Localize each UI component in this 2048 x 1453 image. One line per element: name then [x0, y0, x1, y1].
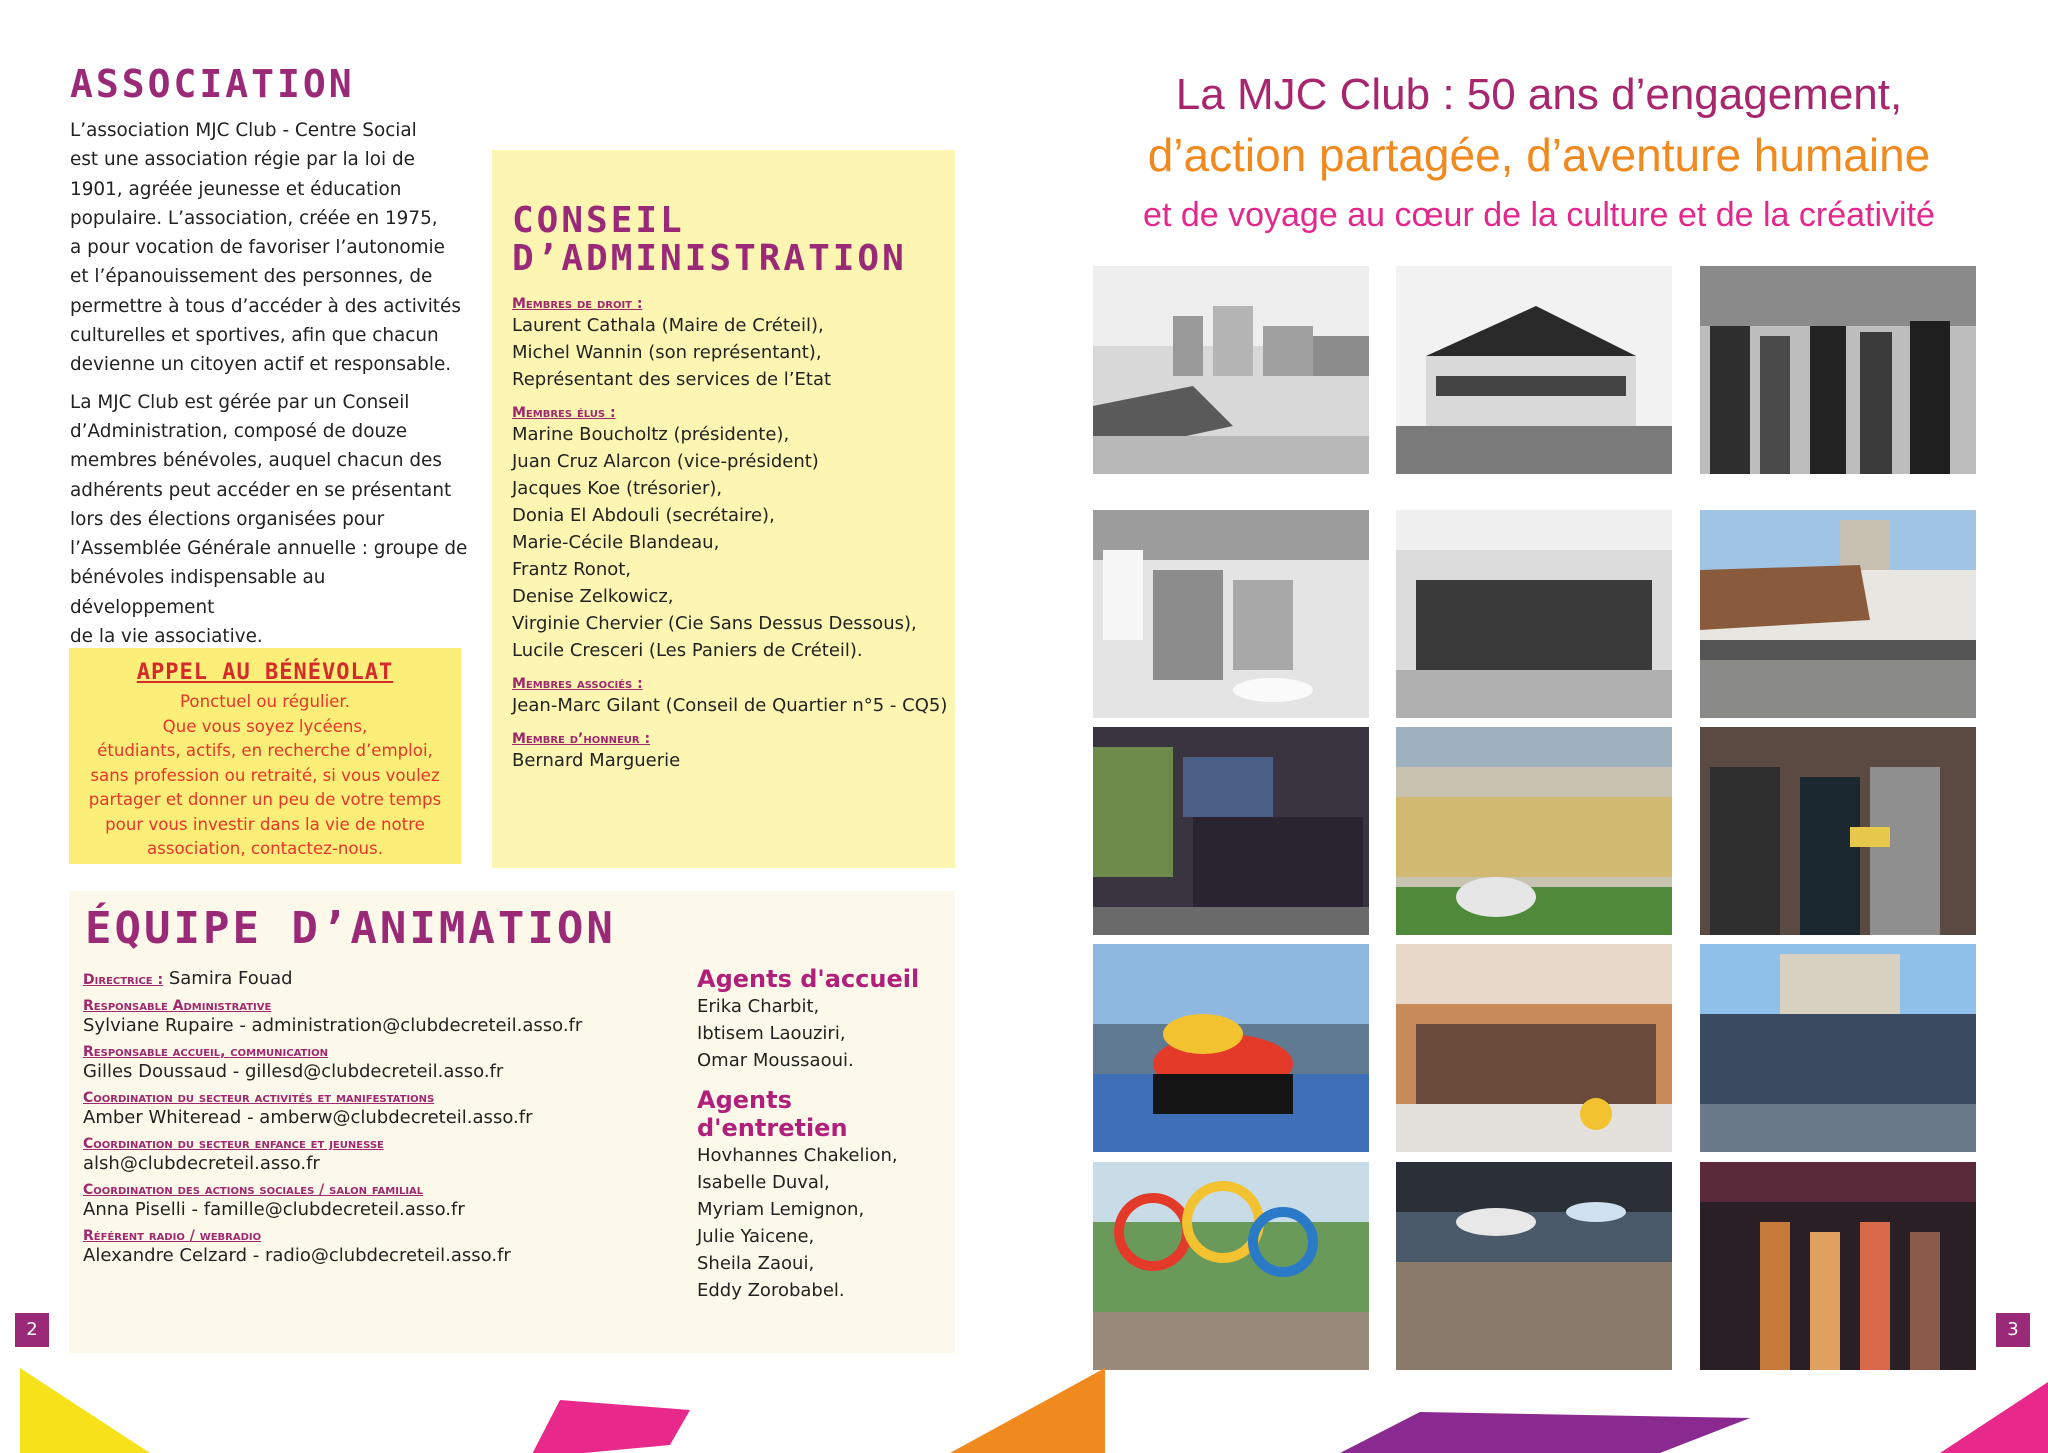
page-number-right: 3 — [1996, 1313, 2030, 1347]
accueil-title: Agents d'accueil — [697, 965, 920, 993]
line: Ponctuel ou régulier. — [180, 692, 350, 711]
entretien-title: Agents d'entretien — [697, 1086, 848, 1142]
elus-list — [512, 421, 952, 664]
photo-gym-hall — [1396, 1162, 1672, 1370]
member: Bernard Marguerie — [512, 750, 681, 771]
photo-crowd-parade — [1396, 727, 1672, 935]
header-line-3: et de voyage au cœur de la culture et de la créativité — [1143, 196, 1935, 234]
agent: Julie Yaicene, — [697, 1226, 815, 1247]
association-title: ASSOCIATION — [70, 62, 355, 106]
header-line-2: d’action partagée, d’aventure humaine — [1147, 129, 1931, 181]
line: populaire. L’association, créée en 1975, — [70, 207, 438, 229]
member: Jacques Koe (trésorier), — [512, 478, 723, 499]
staff-contact: Amber Whiteread - amberw@clubdecreteil.asso.fr — [83, 1107, 533, 1128]
directrice-row — [83, 967, 683, 992]
member: Juan Cruz Alarcon (vice-président) — [512, 451, 819, 472]
staff-contact: Sylviane Rupaire - administration@clubdecreteil.asso.fr — [83, 1015, 583, 1036]
staff-role: Responsable Administrative — [83, 998, 272, 1014]
association-paragraph-1 — [70, 116, 470, 380]
appel-title: APPEL AU BÉNÉVOLAT — [136, 660, 394, 685]
page-number-left: 2 — [15, 1313, 49, 1347]
line: de la vie associative. — [70, 626, 263, 648]
droit-label: Membres de droit : — [512, 296, 643, 312]
staff-item — [83, 1090, 683, 1130]
title-line: CONSEIL — [512, 200, 685, 241]
staff-role: Coordination du secteur enfance et jeunesse — [83, 1136, 384, 1152]
line: partager et donner un peu de votre temps — [88, 790, 442, 809]
staff-item — [83, 1182, 683, 1222]
member: Représentant des services de l’Etat — [512, 369, 832, 390]
association-paragraph-2 — [70, 388, 470, 652]
photo-workshop-room — [1396, 944, 1672, 1152]
member: Jean-Marc Gilant (Conseil de Quartier n°5 - CQ5) — [512, 695, 948, 716]
staff-role: Référent radio / webradio — [83, 1228, 262, 1244]
honneur-label: Membre d’honneur : — [512, 731, 651, 747]
title-line: D’ADMINISTRATION — [512, 238, 907, 279]
member: Frantz Ronot, — [512, 559, 632, 580]
accueil-list — [697, 993, 947, 1074]
line: association, contactez-nous. — [147, 839, 383, 858]
staff-role: Coordination du secteur activités et manifestations — [83, 1090, 435, 1106]
line: devienne un citoyen actif et responsable. — [70, 354, 452, 376]
association-text — [70, 116, 470, 659]
line: lors des élections organisées pour — [70, 508, 385, 530]
entretien-list — [697, 1142, 947, 1304]
staff-role: Responsable accueil, communication — [83, 1044, 328, 1060]
line: sans profession ou retraité, si vous voulez — [90, 765, 440, 785]
appel-text — [79, 690, 451, 862]
member: Laurent Cathala (Maire de Créteil), — [512, 315, 824, 336]
honneur-list — [512, 747, 952, 774]
line: étudiants, actifs, en recherche d’emploi, — [97, 741, 433, 760]
photo-dance-bw — [1396, 510, 1672, 718]
equipe-box — [69, 891, 955, 1353]
line: bénévoles indispensable au développement — [70, 567, 326, 618]
line: l’Assemblée Générale annuelle : groupe de — [70, 538, 468, 560]
photo-construction-bw — [1093, 266, 1369, 474]
staff-item — [83, 1136, 683, 1176]
photo-outdoor-audience — [1700, 944, 1976, 1152]
staff-contact: Alexandre Celzard - radio@clubdecreteil.asso.fr — [83, 1245, 511, 1266]
member: Donia El Abdouli (secrétaire), — [512, 505, 775, 526]
photo-concert — [1700, 1162, 1976, 1370]
staff-item — [83, 1228, 683, 1268]
agent: Hovhannes Chakelion, — [697, 1145, 898, 1166]
agent: Erika Charbit, — [697, 996, 820, 1017]
line: et l’épanouissement des personnes, de — [70, 266, 433, 288]
associes-list — [512, 692, 952, 719]
directrice-label: Directrice : — [83, 972, 164, 988]
member: Virginie Chervier (Cie Sans Dessus Dessous), — [512, 613, 917, 634]
photo-award-presentation — [1700, 727, 1976, 935]
conseil-box — [492, 150, 955, 868]
decorative-shapes — [0, 1340, 2048, 1453]
photo-ceremony-bw — [1700, 266, 1976, 474]
conseil-title — [512, 202, 907, 278]
member: Denise Zelkowicz, — [512, 586, 674, 607]
droit-list — [512, 312, 952, 393]
member: Marie-Cécile Blandeau, — [512, 532, 720, 553]
staff-item — [83, 1044, 683, 1084]
member: Lucile Cresceri (Les Paniers de Créteil). — [512, 640, 863, 661]
member: Marine Boucholtz (présidente), — [512, 424, 790, 445]
photo-building-bw — [1396, 266, 1672, 474]
photo-building-color — [1700, 510, 1976, 718]
agent: Ibtisem Laouziri, — [697, 1023, 846, 1044]
appel-benevolat-box — [69, 648, 461, 864]
agent: Isabelle Duval, — [697, 1172, 830, 1193]
photo-balloon-parade — [1093, 1162, 1369, 1370]
line: d’Administration, composé de douze — [70, 420, 408, 442]
staff-contact: Gilles Doussaud - gillesd@clubdecreteil.asso.fr — [83, 1061, 504, 1082]
equipe-title: ÉQUIPE D’ANIMATION — [85, 903, 616, 954]
line: L’association MJC Club - Centre Social — [70, 120, 417, 141]
line: adhérents peut accéder en se présentant — [70, 479, 452, 501]
agent: Sheila Zaoui, — [697, 1253, 815, 1274]
line: a pour vocation de favoriser l’autonomie — [70, 237, 445, 259]
line: est une association régie par la loi de — [70, 149, 415, 171]
line: permettre à tous d’accéder à des activités — [70, 295, 461, 317]
member: Michel Wannin (son représentant), — [512, 342, 822, 363]
staff-item — [83, 998, 683, 1038]
agent: Myriam Lemignon, — [697, 1199, 865, 1220]
photo-dance-show — [1093, 944, 1369, 1152]
associes-label: Membres associés : — [512, 676, 643, 692]
line: La MJC Club est gérée par un Conseil — [70, 391, 410, 413]
photo-exhibition — [1093, 727, 1369, 935]
agent: Eddy Zorobabel. — [697, 1280, 845, 1301]
line: pour vous investir dans la vie de notre — [105, 814, 425, 834]
line: membres bénévoles, auquel chacun des — [70, 450, 442, 472]
agent: Omar Moussaoui. — [697, 1050, 854, 1071]
staff-contact: alsh@clubdecreteil.asso.fr — [83, 1153, 320, 1174]
staff-contact: Anna Piselli - famille@clubdecreteil.asso.fr — [83, 1199, 465, 1220]
photo-library-bw — [1093, 510, 1369, 718]
directrice-name: Samira Fouad — [168, 968, 293, 989]
line: culturelles et sportives, afin que chacun — [70, 325, 439, 347]
line: 1901, agréée jeunesse et éducation — [70, 178, 402, 200]
elus-label: Membres élus : — [512, 405, 616, 421]
line: Que vous soyez lycéens, — [162, 716, 368, 736]
staff-role: Coordination des actions sociales / salon familial — [83, 1182, 424, 1198]
header-line-1: La MJC Club : 50 ans d’engagement, — [1175, 70, 1903, 119]
